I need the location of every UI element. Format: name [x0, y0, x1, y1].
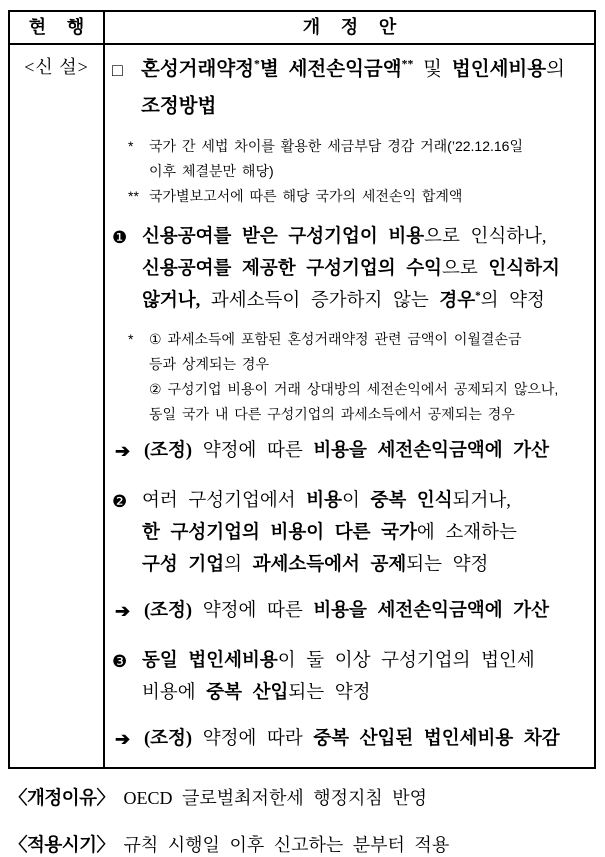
application-timing-row — [9, 831, 596, 857]
header-amendment: 개 정 안 — [302, 17, 405, 37]
item-line: 신용공여를 받은 구성기업이 비용으로 인식하나, — [142, 227, 547, 247]
item-line: 구성 기업의 과세소득에서 공제되는 약정 — [142, 555, 489, 575]
list-item-1 — [112, 221, 589, 317]
item-1-footnote — [128, 327, 589, 427]
footnote-line: ② 구성기업 비용이 거래 상대방의 세전손익에서 공제되지 않으나, — [149, 381, 559, 397]
table-body-row — [10, 45, 594, 767]
application-timing-label: 〈적용시기〉 — [9, 834, 115, 855]
revision-reason-row — [9, 784, 596, 810]
title-line-1: 혼성거래약정*별 세전손익금액** 및 법인세비용의 — [141, 57, 565, 80]
current-cell: <신 설> — [10, 45, 105, 767]
adjustment-text: (조정) 약정에 따라 중복 산입된 법인세비용 차감 — [144, 729, 560, 749]
footnote-line: 동일 국가 내 다른 구성기업의 과세소득에서 공제되는 경우 — [149, 406, 515, 422]
comparison-table — [8, 10, 596, 769]
revision-reason-label: 〈개정이유〉 — [9, 787, 115, 808]
footnote-line: ① 과세소득에 포함된 혼성거래약정 관련 금액이 이월결손금 — [149, 331, 522, 347]
circled-two-icon: ❷ — [112, 492, 128, 511]
circled-one-icon: ❶ — [112, 228, 128, 247]
amendment-title — [112, 51, 589, 125]
item-line: 여러 구성기업에서 비용이 중복 인식되거나, — [142, 491, 511, 511]
list-item-2 — [112, 485, 589, 581]
square-bullet-icon: □ — [112, 60, 123, 80]
footnote-entry — [128, 134, 589, 184]
adjustment-line-1 — [115, 435, 589, 467]
title-line-2: 조정방법 — [141, 96, 217, 117]
circled-three-icon: ❸ — [112, 652, 128, 671]
amendment-cell — [105, 45, 594, 767]
arrow-right-icon: ➔ — [115, 729, 131, 749]
item-line: 한 구성기업의 비용이 다른 국가에 소재하는 — [142, 523, 517, 543]
footnote-line: 국가별보고서에 따른 해당 국가의 세전손익 합계액 — [149, 188, 463, 204]
application-timing-text: 규칙 시행일 이후 신고하는 분부터 적용 — [123, 835, 450, 855]
arrow-right-icon: ➔ — [115, 601, 131, 621]
footnote-line: 국가 간 세법 차이를 활용한 세금부담 경감 거래(’22.12.16일 — [149, 138, 523, 154]
item-line: 신용공여를 제공한 구성기업의 수익으로 인식하지 — [142, 259, 560, 279]
double-asterisk-marker: ** — [128, 188, 139, 204]
adjustment-text: (조정) 약정에 따른 비용을 세전손익금액에 가산 — [144, 441, 550, 461]
footnote-entry — [128, 184, 589, 209]
asterisk-marker: * — [128, 331, 134, 347]
item-line: 비용에 중복 산입되는 약정 — [142, 683, 371, 703]
adjustment-text: (조정) 약정에 따른 비용을 세전손익금액에 가산 — [144, 601, 550, 621]
arrow-right-icon: ➔ — [115, 441, 131, 461]
item-line: 동일 법인세비용이 둘 이상 구성기업의 법인세 — [142, 651, 535, 671]
adjustment-line-2 — [115, 595, 589, 627]
adjustment-line-3 — [115, 723, 589, 755]
footer-notes — [8, 784, 596, 857]
footnote-line: 이후 체결분만 해당) — [149, 163, 274, 179]
header-current: 현 행 — [10, 12, 105, 43]
footnote-line: 등과 상계되는 경우 — [149, 356, 269, 372]
list-item-3 — [112, 645, 589, 709]
asterisk-marker: * — [128, 138, 134, 154]
revision-reason-text: OECD 글로벌최저한세 행정지침 반영 — [123, 788, 428, 808]
table-header-row — [10, 12, 594, 45]
item-line: 않거나, 과세소득이 증가하지 않는 경우*의 약정 — [142, 289, 545, 311]
title-footnotes — [128, 134, 589, 209]
